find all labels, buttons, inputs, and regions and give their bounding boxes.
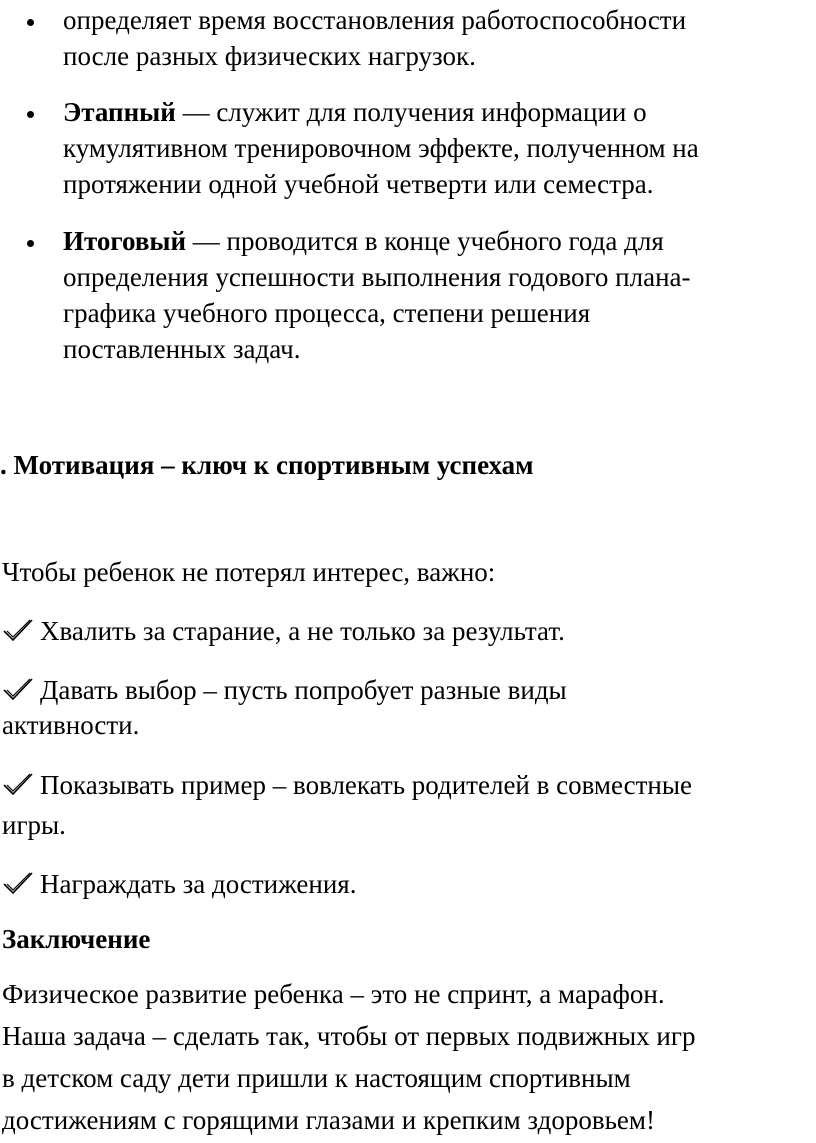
text-line: после разных физических нагрузок. xyxy=(63,41,476,71)
checkmark-icon xyxy=(2,676,34,702)
text-line: Наша задача – сделать так, чтобы от первых подвижных игр xyxy=(2,1021,696,1051)
term-definition: — служит для получения информации о xyxy=(175,97,647,127)
text-line: в детском саду дети пришли к настоящим спортивным xyxy=(2,1063,631,1093)
checkmark-icon xyxy=(2,870,34,896)
checklist-text-continued: активности. xyxy=(2,710,140,740)
list-item-text xyxy=(63,223,815,367)
text-line: определения успешности выполнения годового плана- xyxy=(63,262,691,292)
text-line: поставленных задач. xyxy=(63,334,301,364)
text-line: протяжении одной учебной четверти или семестра. xyxy=(63,169,654,199)
term-label: Этапный xyxy=(63,97,176,127)
conclusion-heading: Заключение xyxy=(2,924,151,954)
term-label: Итоговый xyxy=(63,226,187,256)
text-line: достижениям с горящими глазами и крепким здоровьем! xyxy=(2,1105,655,1135)
checklist-text: Давать выбор – пусть попробует разные виды xyxy=(40,675,567,705)
checkmark-icon xyxy=(2,771,34,797)
intro-paragraph: Чтобы ребенок не потерял интерес, важно: xyxy=(2,557,496,587)
list-item-text xyxy=(63,94,815,202)
text-line xyxy=(63,223,815,259)
bullet-dot xyxy=(27,19,34,26)
bullet-dot xyxy=(27,111,34,118)
checkmark-icon xyxy=(2,617,34,643)
text-line: Физическое развитие ребенка – это не спринт, а марафон. xyxy=(2,979,665,1009)
conclusion-paragraph xyxy=(2,973,816,1141)
checklist-item xyxy=(2,671,567,709)
list-item-text xyxy=(63,2,815,74)
checklist-text: Награждать за достижения. xyxy=(40,869,357,899)
section-heading: . Мотивация – ключ к спортивным успехам xyxy=(0,450,534,480)
checklist-text: Хвалить за старание, а не только за результат. xyxy=(40,616,565,646)
bullet-dot xyxy=(27,240,34,247)
text-line: кумулятивном тренировочном эффекте, полученном на xyxy=(63,133,699,163)
checklist-item xyxy=(2,612,565,650)
checklist-text-continued: игры. xyxy=(2,810,66,840)
checklist-text: Показывать пример – вовлекать родителей в совместные xyxy=(40,770,692,800)
checklist-item xyxy=(2,865,356,903)
text-line xyxy=(63,94,815,130)
checklist-item xyxy=(2,766,692,804)
text-line: определяет время восстановления работоспособности xyxy=(63,5,687,35)
text-line: графика учебного процесса, степени решения xyxy=(63,298,591,328)
term-definition: — проводится в конце учебного года для xyxy=(186,226,664,256)
